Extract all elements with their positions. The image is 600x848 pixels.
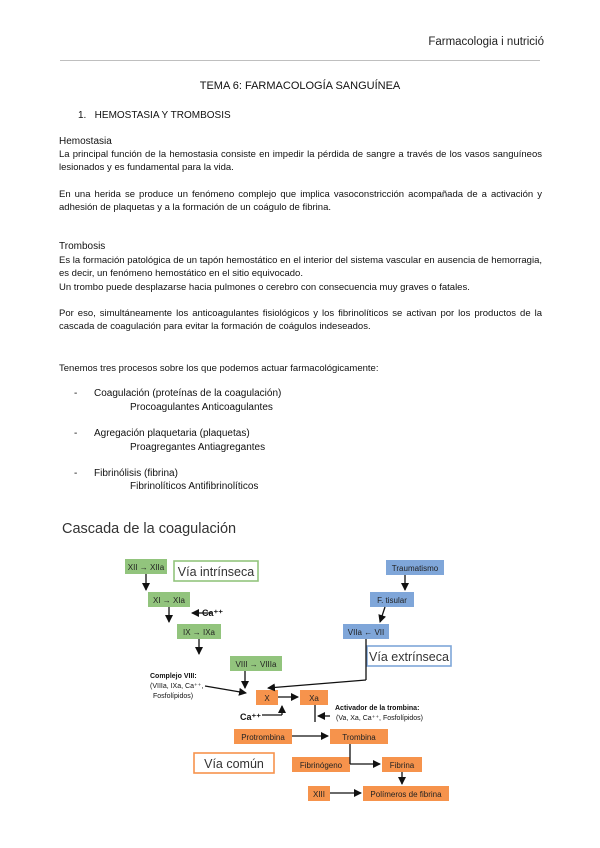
node-fibrina-label: Fibrina: [389, 761, 415, 770]
procesos-intro: Tenemos tres procesos sobre los que podemos actuar farmacológicamente:: [59, 363, 379, 374]
node-fibrinogeno-label: Fibrinógeno: [299, 761, 343, 770]
diagram-title: Cascada de la coagulación: [62, 521, 237, 537]
activador-title: Activador de la trombina:: [335, 705, 420, 712]
section-heading: 1. HEMOSTASIA Y TROMBOSIS: [78, 110, 231, 121]
node-polimeros-label: Polímeros de fibrina: [370, 790, 442, 799]
node-ft-label: F. tisular: [377, 596, 407, 605]
list-item: Coagulación (proteínas de la coagulación): [94, 388, 282, 399]
list-bullet: -: [74, 428, 78, 439]
calcium-label-2: Ca⁺⁺: [240, 712, 262, 722]
trombosis-paragraph-1: Es la formación patológica de un tapón hemostático en el interior del sistema vascular en ausencia de hemorragia, es decir, un fenómeno hemostático en el sitio equivocado.: [59, 255, 542, 279]
trombosis-heading: Trombosis: [59, 241, 106, 252]
hemostasia-paragraph-2: En una herida se produce un fenómeno complejo que implica vasoconstricción acompañada de a activación y adhesión de plaquetas y a la formación de un coágulo de fibrina.: [59, 189, 542, 213]
node-xi-label: XI → XIa: [152, 596, 186, 605]
hemostasia-paragraph-1: La principal función de la hemostasia consiste en impedir la pérdida de sangre a través de los vasos sanguíneos lesionados y es fundamental para la vida.: [59, 149, 542, 173]
node-viii-label: VIII → VIIIa: [235, 660, 277, 669]
trombosis-paragraph-3: Por eso, simultáneamente los anticoagulantes fisiológicos y los fibrinolíticos se activan por los productos de la cascada de coagulación para evitar la formación de coágulos indeseados.: [59, 308, 542, 332]
node-ix-label: IX → IXa: [182, 628, 216, 637]
list-subitem: Proagregantes Antiagregantes: [130, 442, 266, 453]
common-label: Vía común: [204, 757, 264, 771]
list-subitem: Procoagulantes Anticoagulantes: [130, 402, 273, 413]
complejo-line-1: (VIIIa, IXa, Ca⁺⁺,: [150, 683, 204, 690]
complejo-title: Complejo VIII:: [150, 673, 197, 680]
list-item: Agregación plaquetaria (plaquetas): [94, 428, 250, 439]
list-item: Fibrinólisis (fibrina): [94, 468, 178, 479]
list-bullet: -: [74, 388, 78, 399]
trombosis-paragraph-2: Un trombo puede desplazarse hacia pulmones o cerebro con consecuencia muy graves o fatales.: [59, 282, 470, 293]
activador-line-1: (Va, Xa, Ca⁺⁺, Fosfolípidos): [336, 715, 424, 722]
node-xiii-label: XIII: [312, 790, 326, 799]
node-trombina-label: Trombina: [342, 733, 376, 742]
list-subitem: Fibrinolíticos Antifibrinolíticos: [130, 481, 259, 492]
arrow-ft-vii: [380, 607, 385, 622]
list-bullet: -: [74, 468, 78, 479]
node-x-label: X: [264, 694, 270, 703]
extrinsic-label: Vía extrínseca: [369, 650, 449, 664]
calcium-label-1: Ca⁺⁺: [202, 608, 224, 618]
arrow-complejo-x: [205, 686, 246, 693]
doc-title: TEMA 6: FARMACOLOGÍA SANGUÍNEA: [199, 80, 401, 92]
node-vii-label: VIIa ← VII: [347, 628, 385, 637]
node-xa-label: Xa: [309, 694, 319, 703]
node-protrombina-label: Protrombina: [241, 733, 285, 742]
arrow-vii-x: [268, 680, 366, 688]
node-xii-label: XII → XIIa: [127, 563, 165, 572]
course-header: Farmacologia i nutrició: [428, 36, 544, 48]
intrinsic-label: Vía intrínseca: [177, 565, 255, 579]
complejo-line-2: Fosfolípidos): [153, 693, 194, 700]
node-trauma-label: Traumatismo: [391, 564, 439, 573]
hemostasia-heading: Hemostasia: [59, 136, 112, 147]
